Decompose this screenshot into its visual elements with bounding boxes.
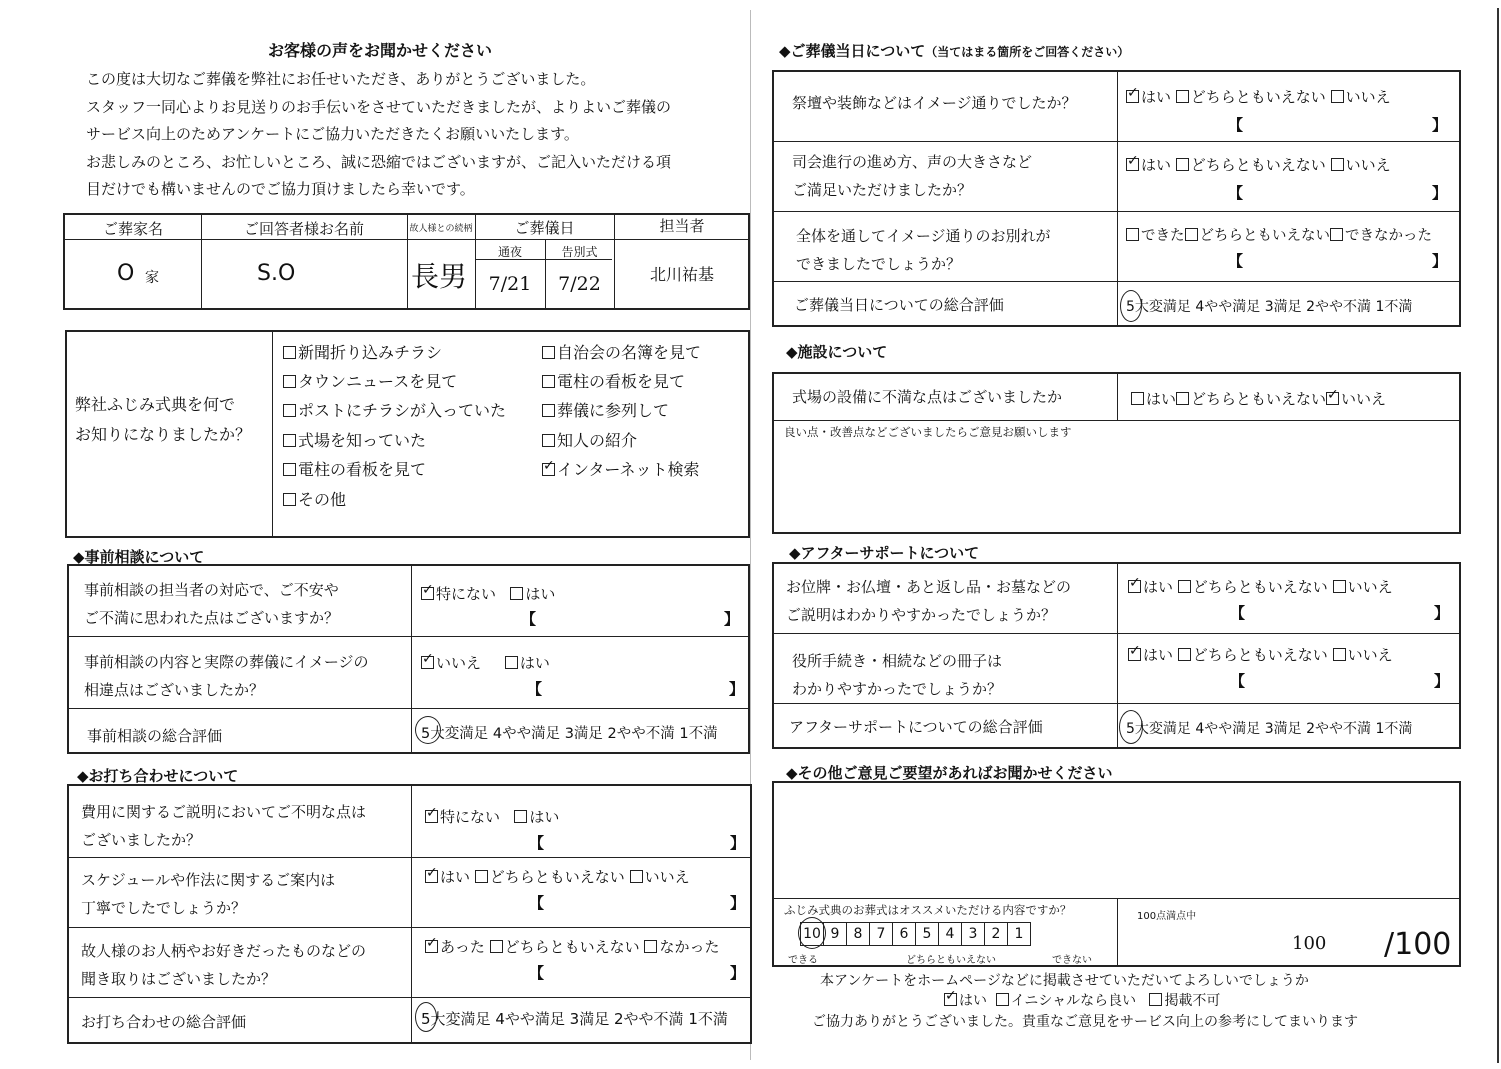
bracket-close: 】 [729, 680, 745, 698]
pre-consult-rating[interactable]: 5大変満足 4やや満足 3満足 2やや不満 1不満 [421, 726, 718, 742]
bracket-close: 】 [730, 834, 746, 852]
relation-label: 故人様との続柄 [409, 224, 473, 234]
day-q1-answer[interactable]: ✓ はい どちらともいえない いいえ [1126, 86, 1391, 107]
rating-circle-mark [415, 716, 441, 744]
day-q4: ご葬儀当日についての総合評価 [794, 296, 1004, 314]
recommend-circle-mark [798, 917, 826, 949]
meeting-q2-answer[interactable]: ✓はい どちらともいえない いいえ [425, 866, 690, 887]
respondent-value: S.O [257, 261, 296, 286]
bracket-close: 】 [1432, 116, 1448, 134]
score-value[interactable]: 100 [1292, 933, 1327, 954]
bracket-close: 】 [730, 894, 746, 912]
score-total: /100 [1384, 927, 1452, 962]
source-option[interactable]: 式場を知っていた [283, 428, 426, 451]
facility-note: 良い点・改善点などございましたらご意見お願いします [784, 425, 1072, 439]
after-q1: お位牌・お仏壇・あと返し品・お墓などの ご説明はわかりやすかったでしょうか？ [786, 578, 1072, 624]
pre-consult-q2-answer[interactable]: ✓いいえ はい [421, 652, 550, 673]
meeting-q3-answer[interactable]: ✓あった どちらともいえない なかった [425, 936, 719, 957]
source-option-internet[interactable]: ✓ インターネット検索 [542, 457, 700, 480]
other-table [772, 781, 1461, 967]
scale-right-label: できない [1052, 955, 1092, 966]
pre-consult-q2: 事前相談の内容と実際の葬儀にイメージの 相違点はございましたか？ [84, 653, 369, 699]
day-q2-answer[interactable]: ✓はい どちらともいえない いいえ [1126, 154, 1391, 175]
day-q3: 全体を通してイメージ通りのお別れが できましたでしょうか？ [796, 227, 1051, 273]
bracket-open: 【 [1230, 604, 1246, 622]
bracket-open: 【 [529, 834, 545, 852]
publish-answer[interactable]: ✓はい イニシャルなら良い 掲載不可 [944, 990, 1220, 1010]
pre-consult-q1: 事前相談の担当者の対応で、ご不安や ご不満に思われた点はございますか？ [84, 581, 340, 627]
source-option[interactable]: 電柱の看板を見て [283, 457, 426, 480]
after-q2-answer[interactable]: ✓はい どちらともいえない いいえ [1128, 644, 1393, 665]
rating-circle-mark [1120, 290, 1142, 322]
family-name-value: O [117, 261, 135, 286]
bracket-open: 【 [1230, 672, 1246, 690]
source-option[interactable]: タウンニュースを見て [283, 369, 457, 392]
bracket-open: 【 [1228, 116, 1244, 134]
wake-date-value: 7/21 [488, 273, 532, 295]
facility-heading: ◆施設について [786, 343, 888, 361]
day-q3-answer[interactable]: できた どちらともいえない できなかった [1126, 224, 1432, 245]
facility-q1: 式場の設備に不満な点はございましたか [792, 388, 1063, 406]
family-suffix: 家 [145, 270, 159, 286]
info-table [63, 213, 750, 310]
rating-circle-mark [1119, 710, 1143, 744]
after-q3: アフターサポートについての総合評価 [789, 718, 1043, 736]
bracket-close: 】 [724, 610, 740, 628]
meeting-q2: スケジュールや作法に関するご案内は 丁寧でしたでしょうか？ [81, 871, 336, 917]
meeting-heading: ◆お打ち合わせについて [77, 767, 239, 785]
source-option[interactable]: ポストにチラシが入っていた [283, 398, 506, 421]
bracket-open: 【 [521, 610, 537, 628]
funeral-date-label: ご葬儀日 [514, 219, 575, 237]
bracket-close: 】 [1434, 604, 1450, 622]
day-q2: 司会進行の進め方、声の大きさなど ご満足いただけましたか？ [792, 153, 1033, 199]
source-option[interactable]: 電柱の看板を見て [542, 369, 685, 392]
survey-title: お客様の声をお聞かせください [268, 41, 493, 60]
day-rating[interactable]: 5大変満足 4やや満足 3満足 2やや不満 1不満 [1126, 299, 1413, 315]
bracket-open: 【 [1228, 184, 1244, 202]
source-option[interactable]: 自治会の名簿を見て [542, 340, 701, 363]
meeting-table [67, 784, 752, 1044]
staff-value: 北川祐基 [649, 265, 714, 284]
page-edge [1497, 8, 1499, 1063]
meeting-rating[interactable]: 5大変満足 4やや満足 3満足 2やや不満 1不満 [421, 1010, 728, 1028]
intro-line: 目だけでも構いませんのでご協力頂けましたら幸いです。 [86, 180, 475, 198]
bracket-close: 】 [1434, 672, 1450, 690]
facility-table [772, 372, 1461, 534]
relation-value: 長男 [411, 260, 468, 293]
meeting-q1-answer[interactable]: ✓特にない はい [425, 806, 559, 827]
recommend-question: ふじみ式典のお葬式はオススメいただける内容ですか？ [784, 903, 1072, 917]
meeting-q1: 費用に関するご説明においてご不明な点は ございましたか？ [81, 803, 367, 849]
source-table [65, 330, 750, 538]
pre-consult-q1-answer[interactable]: ✓特にない はい [421, 583, 555, 604]
day-q1: 祭壇や装飾などはイメージ通りでしたか？ [792, 94, 1077, 112]
publish-question: 本アンケートをホームページなどに掲載させていただいてよろしいでしょうか [820, 973, 1309, 989]
source-option[interactable]: 知人の紹介 [542, 428, 637, 451]
recommend-scale[interactable]: 10 9 8 7 6 5 4 3 2 1 [800, 922, 1030, 946]
day-heading: ◆ご葬儀当日について（当てはまる箇所をご回答ください） [779, 42, 1130, 60]
bracket-close: 】 [730, 964, 746, 982]
intro-line: サービス向上のためアンケートにご協力いただきたくお願いいたします。 [86, 125, 579, 143]
bracket-close: 】 [1432, 252, 1448, 270]
intro-line: スタッフ一同心よりお見送りのお手伝いをさせていただきましたが、よりよいご葬儀の [86, 97, 672, 116]
after-q1-answer[interactable]: ✓はい どちらともいえない いいえ [1128, 576, 1393, 597]
other-comment-area[interactable] [780, 787, 1450, 893]
facility-comment-area[interactable] [784, 442, 1444, 526]
respondent-label: ご回答者様お名前 [243, 220, 364, 238]
bracket-open: 【 [529, 964, 545, 982]
bracket-close: 】 [1432, 184, 1448, 202]
source-option[interactable]: 葬儀に参列して [542, 398, 669, 421]
funeral-date-value: 7/22 [558, 273, 601, 295]
scale-mid-label: どちらともいえない [906, 955, 996, 966]
meeting-q3: 故人様のお人柄やお好きだったものなどの 聞き取りはございましたか？ [81, 942, 367, 988]
source-question: 弊社ふじみ式典を何で お知りになりましたか？ [75, 395, 252, 444]
scale-left-label: できる [788, 955, 818, 966]
bracket-open: 【 [1228, 252, 1244, 270]
pre-consult-table [67, 564, 750, 754]
intro-line: この度は大切なご葬儀を弊社にお任せいただき、ありがとうございました。 [86, 70, 596, 88]
thanks-text: ご協力ありがとうございました。貴重なご意見をサービス向上の参考にしてまいります [812, 1014, 1358, 1030]
other-heading: ◆その他ご意見ご要望があればお聞かせください [786, 764, 1113, 782]
day-table [772, 70, 1461, 327]
after-rating[interactable]: 5大変満足 4やや満足 3満足 2やや不満 1不満 [1126, 721, 1413, 737]
facility-q1-answer[interactable]: はい どちらともいえない✓ いいえ [1131, 388, 1386, 409]
after-q2: 役所手続き・相続などの冊子は わかりやすかったでしょうか？ [792, 652, 1003, 698]
score-label: 100点満点中 [1137, 911, 1197, 922]
source-option[interactable]: その他 [283, 487, 346, 510]
funeral-label: 告別式 [561, 245, 598, 259]
rating-circle-mark [415, 1002, 437, 1032]
intro-text [86, 66, 736, 204]
intro-line: お悲しみのところ、お忙しいところ、誠に恐縮ではございますが、ご記入いただける項 [86, 152, 672, 171]
bracket-open: 【 [527, 680, 543, 698]
bracket-open: 【 [529, 894, 545, 912]
staff-label: 担当者 [659, 217, 705, 235]
after-support-table [772, 562, 1461, 749]
after-support-heading: ◆アフターサポートについて [789, 544, 980, 562]
pre-consult-q3: 事前相談の総合評価 [87, 727, 223, 745]
family-name-label: ご葬家名 [102, 220, 163, 238]
pre-consult-heading: ◆事前相談について [73, 548, 205, 566]
meeting-q4: お打ち合わせの総合評価 [81, 1013, 247, 1031]
wake-label: 通夜 [497, 245, 522, 259]
source-option[interactable]: 新聞折り込みチラシ [283, 340, 442, 363]
